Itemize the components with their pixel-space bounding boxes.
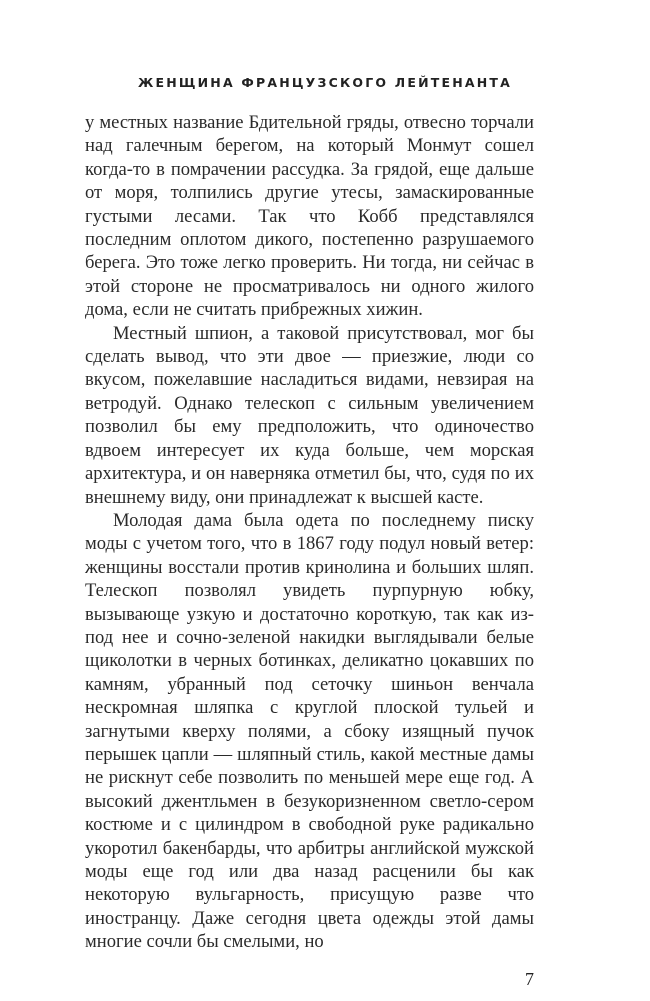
body-text	[85, 111, 534, 954]
paragraph: Молодая дама была одета по последнему писку моды с учетом того, что в 1867 году подул новый ветер: женщины восстали против кринолина и больших шляп. Телескоп позволял увидеть пурпурную юбку, вызывающе узкую и достаточно короткую, так как из-под нее и сочно-зеленой накидки выглядывали белые щиколотки в черных ботинках, деликатно цокавших по камням, убранный под сеточку шиньон венчала нескромная шляпка с круглой плоской тульей и загнутыми кверху полями, а сбоку изящный пучок перышек цапли — шляпный стиль, какой местные дамы не рискнут себе позволить по меньшей мере еще год. А высокий джентльмен в безукоризненном светло-сером костюме и с цилиндром в свободной руке радикально укоротил бакенбарды, что арбитры английской мужской моды еще год или два назад расценили бы как некоторую вульгарность, присущую разве что иностранцу. Даже сегодня цвета одежды этой дамы многие сочли бы смелыми, но	[85, 509, 534, 953]
page-number: 7	[525, 968, 534, 989]
running-header: ЖЕНЩИНА ФРАНЦУЗСКОГО ЛЕЙТЕНАНТА	[137, 75, 513, 90]
paragraph: у местных название Бдительной гряды, отвесно торчали над галечным берегом, на который Монмут сошел когда-то в помрачении рассудка. За грядой, еще дальше от моря, толпились другие утесы, замаскированные густыми лесами. Так что Кобб представлялся последним оплотом дикого, постепенно разрушаемого берега. Это тоже легко проверить. Ни тогда, ни сейчас в этой стороне не просматривалось ни одного жилого дома, если не считать прибрежных хижин.	[85, 112, 534, 321]
paragraph: Местный шпион, а таковой присутствовал, мог бы сделать вывод, что эти двое — приезжие, люди со вкусом, пожелавшие насладиться видами, невзирая на ветродуй. Однако телескоп с сильным увеличением позволил бы ему предположить, что одиночество вдвоем интересует их куда больше, чем морская архитектура, и он наверняка отметил бы, что, судя по их внешнему виду, они принадлежат к высшей касте.	[85, 322, 534, 508]
